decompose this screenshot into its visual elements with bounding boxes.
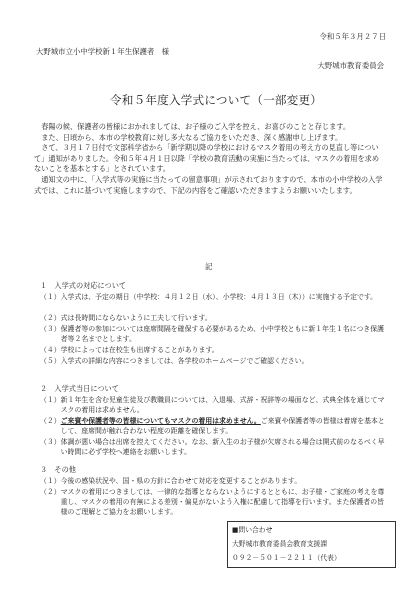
section-1-item-1 [40,292,390,302]
intro-paragraph-3: さて、３月１７日付で文部科学省から「新学期以降の学校におけるマスク着用の考え方の見直し等について」通知がありました。令和５年４月１日以降「学校の教育活動の実施に当たっては、マスクの着用を求めないことを基本とする」とされています。 [34,143,380,174]
emphasis-underline: ご来賓や保護者等の皆様についてもマスクの着用は求めません。 [60,417,261,425]
item-text: ご来賓や保護者等の皆様は着席を基本として、座席間が触れ合わない程度の距離を確保します。 [60,417,385,436]
item-text: 学校によっては在校生も出席することがあります。 [60,346,219,354]
item-number: （４） [40,346,61,354]
item-number: （２） [40,314,61,322]
contact-phone: ０９２－５０１－２２１１（代表） [232,554,341,562]
contact-label: ■問い合わせ [232,526,273,534]
item-text: 体調が悪い場合は出席を控えてください。なお、新入生のお子様が欠席される場合は開式前のなるべく早い時間に必ず学校へ連絡をお願いします。 [60,438,385,457]
section-1-heading: １ 入学式の対応について [40,281,127,290]
section-3-heading: ３ その他 [40,465,76,474]
item-number: （５） [40,357,61,365]
item-text: 式は長時間にならないように工夫して行います。 [60,314,212,322]
item-number: （２） [40,417,61,425]
contact-department: 大野城市教育委員会教育支援課 [232,540,328,548]
item-number: （３） [40,325,61,333]
item-number: （１） [40,293,61,301]
item-number: （１） [40,477,61,485]
section-3-item-1 [40,476,390,486]
intro-block [34,122,386,196]
intro-paragraph-4: 通知文の中に、「入学式等の実施に当たっての留意事項」が示されておりますので、本市の小中学校の入学式では、これに基づいて実施しますので、下記の内容をご確認いただきますようお願いいたします。 [34,174,383,195]
section-1-item-2 [40,313,390,323]
issue-date: 令和５年３月２７日 [319,32,386,41]
section-2-heading: ２ 入学式当日について [40,384,119,393]
section-2-item-1 [40,395,390,415]
item-number: （１） [40,396,61,404]
intro-paragraph-1: 春陽の候、保護者の皆様におかれましては、お子様のご入学を控え、お喜びのことと存じます。 [41,122,351,131]
item-text-block [61,416,390,436]
item-text: 保護者等の参加については座席間隔を確保する必要があるため、小中学校ともに新１年生１名につき保護者等２名までとします。 [60,325,384,344]
section-1-item-4 [40,345,390,355]
section-2-item-2 [40,416,390,436]
ki-mark: 記 [205,262,213,271]
contact-box [227,521,396,568]
item-text: 入学式の詳細な内容につきましては、各学校のホームページでご確認ください。 [60,357,309,365]
item-text: 新１年生を含む児童生徒及び教職員については、入退場、式辞・祝辞等の場面など、式典全体を通じてマスクの着用は求めません。 [60,396,385,415]
item-text: 入学式は、予定の期日（中学校：４月１２日（水）、小学校：４月１３日（木））に実施する予定です。 [60,293,378,301]
section-1-item-5 [40,356,390,366]
section-3-item-2 [40,487,390,518]
sender-line: 大野城市教育委員会 [317,61,384,70]
document-title: 令和５年度入学式について（一部変更） [110,93,323,107]
section-2-item-3 [40,437,390,457]
item-text: 今後の感染状況や、国・県の方針に合わせて対応を変更することがあります。 [60,477,302,485]
item-number: （２） [40,488,61,496]
intro-paragraph-2: また、日頃から、本市の学校教育に対し多大なるご協力をいただき、深く感謝申し上げます。 [41,132,343,142]
recipient-line: 大野城市立小中学校新１年生保護者 様 [36,47,170,56]
item-text: マスクの着用につきましては、一律的な指導とならないようにするとともに、お子様・ご家庭の考えを尊重し、マスクの着用の有無による差別・偏見がないよう入権に配慮して指導を行います。また保護者の皆様のご理解とご協力をお願いします。 [60,488,385,517]
section-1-item-3 [40,324,390,344]
item-number: （３） [40,438,61,446]
